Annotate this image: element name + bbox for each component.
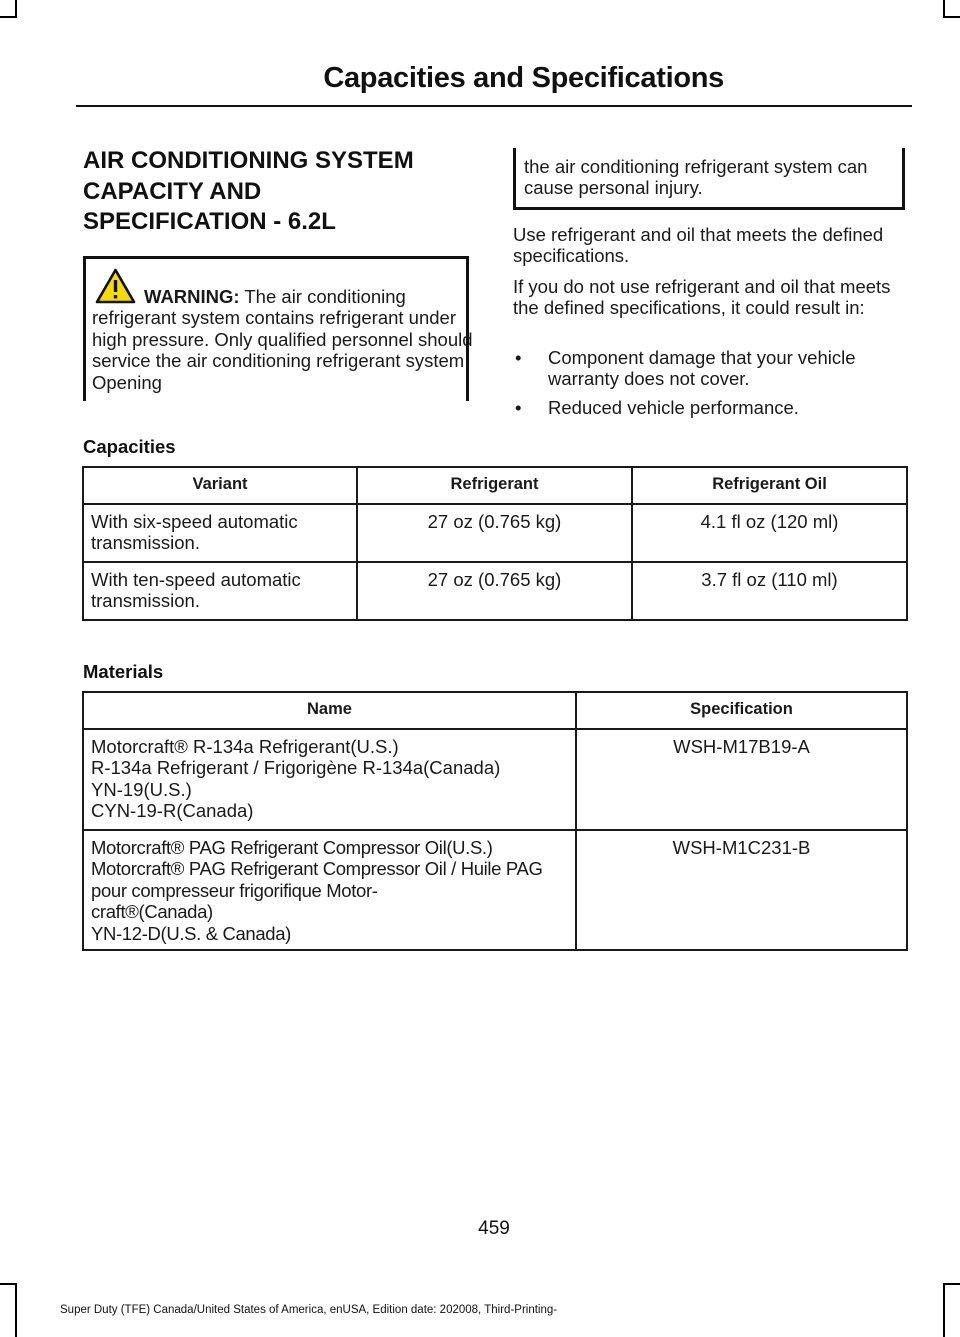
crop-mark xyxy=(943,1283,960,1285)
warning-label: WARNING: xyxy=(144,286,240,307)
warning-continued-text: the air conditioning refrigerant system can cause personal injury. xyxy=(524,156,868,199)
bullet-dot: • xyxy=(515,347,522,368)
table-cell: With six-speed automatic transmission. xyxy=(83,504,357,562)
bullet-dot: • xyxy=(515,397,522,418)
crop-mark xyxy=(0,16,17,18)
page-number: 459 xyxy=(478,1218,510,1239)
header-rule xyxy=(76,105,912,107)
table-cell: With ten-speed automatic transmission. xyxy=(83,562,357,620)
material-name-line: Motorcraft® R-134a Refrigerant(U.S.) xyxy=(91,736,399,757)
section-title-line: SPECIFICATION - 6.2L xyxy=(83,208,336,235)
crop-mark xyxy=(943,1283,945,1337)
paragraph-specs: Use refrigerant and oil that meets the defined specifications. xyxy=(513,224,884,267)
warning-body: The air conditioning refrigerant system contains refrigerant under high pressure. Only qualified personnel should service the air conditioning refrigerant system. Opening xyxy=(92,286,473,393)
warning-box-continued xyxy=(513,148,905,210)
column-header: Name xyxy=(83,692,576,729)
table-row xyxy=(83,830,907,950)
material-name-line: R-134a Refrigerant / Frigorigène R-134a(Canada) xyxy=(91,757,501,779)
material-name-line: craft®(Canada) xyxy=(91,901,213,923)
column-header: Specification xyxy=(576,692,907,729)
table-row xyxy=(83,562,907,620)
table-cell: 27 oz (0.765 kg) xyxy=(357,562,632,620)
section-title-line: AIR CONDITIONING SYSTEM xyxy=(83,147,414,174)
section-title xyxy=(83,146,483,238)
crop-mark xyxy=(943,16,960,18)
table-cell: 4.1 fl oz (120 ml) xyxy=(632,504,907,562)
table-cell: WSH-M17B19-A xyxy=(576,729,907,830)
material-name-line: YN-12-D(U.S. & Canada) xyxy=(91,922,291,944)
column-header: Variant xyxy=(83,467,357,504)
warning-box xyxy=(83,256,473,401)
page-header-title: Capacities and Specifications xyxy=(323,62,724,94)
column-header: Refrigerant xyxy=(357,467,632,504)
capacities-table xyxy=(82,466,908,621)
table-cell xyxy=(83,729,576,830)
bullet-text: Component damage that your vehicle warranty does not cover. xyxy=(548,347,856,390)
table-cell: WSH-M1C231-B xyxy=(576,830,907,950)
bullet-text: Reduced vehicle performance. xyxy=(548,397,799,418)
table-cell xyxy=(83,830,576,950)
materials-heading: Materials xyxy=(83,661,164,682)
crop-mark xyxy=(15,1283,17,1337)
material-name-line: CYN-19-R(Canada) xyxy=(91,800,254,822)
materials-table xyxy=(82,691,908,951)
paragraph-consequences: If you do not use refrigerant and oil that meets the defined specifications, it could result in: xyxy=(513,276,891,319)
table-cell: 27 oz (0.765 kg) xyxy=(357,504,632,562)
material-name-line: YN-19(U.S.) xyxy=(91,778,192,800)
capacities-heading: Capacities xyxy=(83,436,176,457)
column-header: Refrigerant Oil xyxy=(632,467,907,504)
table-row xyxy=(83,729,907,830)
table-header-row xyxy=(83,467,907,504)
material-name-line: Motorcraft® PAG Refrigerant Compressor Oil(U.S.) xyxy=(91,837,493,858)
crop-mark xyxy=(0,1283,17,1285)
table-row xyxy=(83,504,907,562)
material-name-line: Motorcraft® PAG Refrigerant Compressor Oil / Huile PAG pour compresseur frigorifique Motor- xyxy=(91,858,543,901)
document-info: Super Duty (TFE) Canada/United States of America, enUSA, Edition date: 202008, Third-Printing- xyxy=(60,1304,558,1316)
table-header-row xyxy=(83,692,907,729)
section-title-line: CAPACITY AND xyxy=(83,177,262,205)
table-cell: 3.7 fl oz (110 ml) xyxy=(632,562,907,620)
warning-text xyxy=(92,286,476,393)
